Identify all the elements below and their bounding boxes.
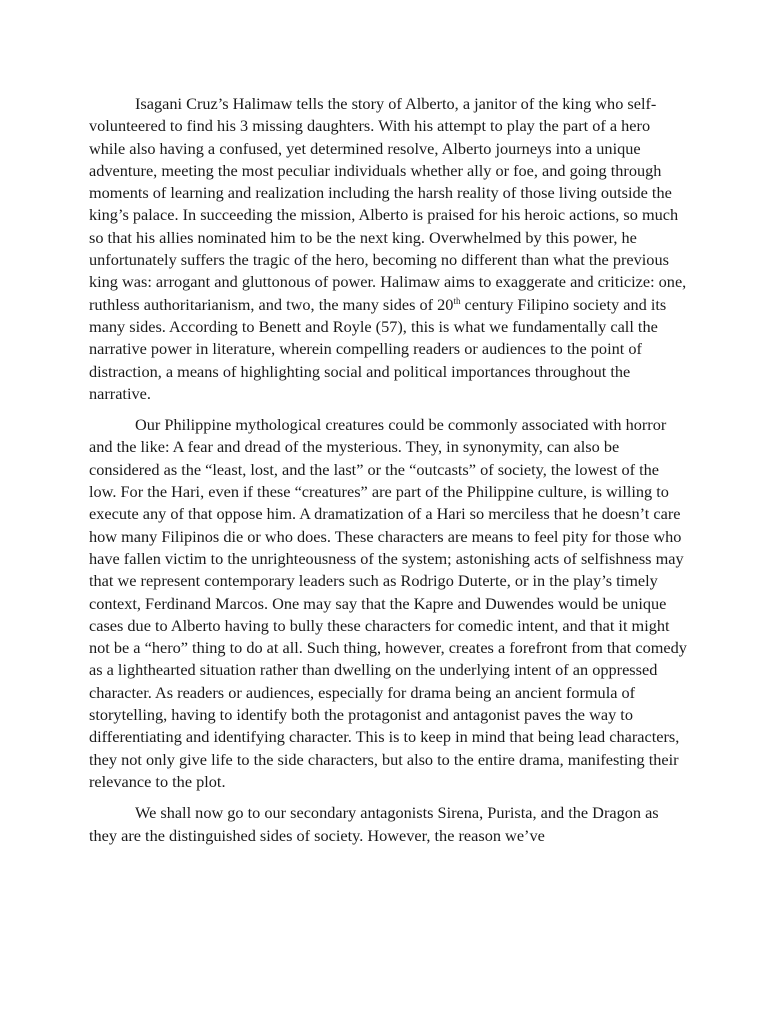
paragraph-3 [89, 802, 689, 847]
ordinal-superscript: th [453, 295, 461, 306]
paragraph-2 [89, 414, 689, 793]
paragraph-1-text-b: century Filipino society and its many sides. According to Benett and Royle (57), this is what we fundamentally call the narrative power in literature, wherein compelling readers or audiences to the point of distraction, a means of highlighting social and political importances throughout the narrative. [89, 294, 667, 403]
paragraph-2-text: Our Philippine mythological creatures could be commonly associated with horror and the like: A fear and dread of the mysterious. They, in synonymity, can also be considered as the “least, lost, and the last” or the “outcasts” of society, the lowest of the low. For the Hari, even if these “creatures” are part of the Philippine culture, is willing to execute any of that oppose him. A dramatization of a Hari so merciless that he doesn’t care how many Filipinos die or who does. These characters are means to feel pity for those who have fallen victim to the unrighteousness of the system; astonishing acts of selfishness may that we represent contemporary leaders such as Rodrigo Duterte, or in the play’s timely context, Ferdinand Marcos. One may say that the Kapre and Duwendes would be unique cases due to Alberto having to bully these characters for comedic intent, and that it might not be a “hero” thing to do at all. Such thing, however, creates a forefront from that comedy as a lighthearted situation rather than dwelling on the underlying intent of an oppressed character. As readers or audiences, especially for drama being an ancient formula of storytelling, having to identify both the protagonist and antagonist paves the way to differentiating and identifying character. This is to keep in mind that being lead characters, they not only give life to the side characters, but also to the entire drama, manifesting their relevance to the plot. [89, 415, 687, 791]
paragraph-1 [89, 93, 689, 405]
paragraph-3-text: We shall now go to our secondary antagonists Sirena, Purista, and the Dragon as they are the distinguished sides of society. However, the reason we’ve [89, 803, 659, 845]
paragraph-1-text-a: Isagani Cruz’s Halimaw tells the story of Alberto, a janitor of the king who self-volunteered to find his 3 missing daughters. With his attempt to play the part of a hero while also having a confused, yet determined resolve, Alberto journeys into a unique adventure, meeting the most peculiar individuals whether ally or foe, and going through moments of learning and realization including the harsh reality of those living outside the king’s palace. In succeeding the mission, Alberto is praised for his heroic actions, so much so that his allies nominated him to be the next king. Overwhelmed by this power, he unfortunately suffers the tragic of the hero, becoming no different than what the previous king was: arrogant and gluttonous of power. Halimaw aims to exaggerate and criticize: one, ruthless authoritarianism, and two, the many sides of 20 [89, 94, 687, 314]
body-text [89, 93, 689, 856]
